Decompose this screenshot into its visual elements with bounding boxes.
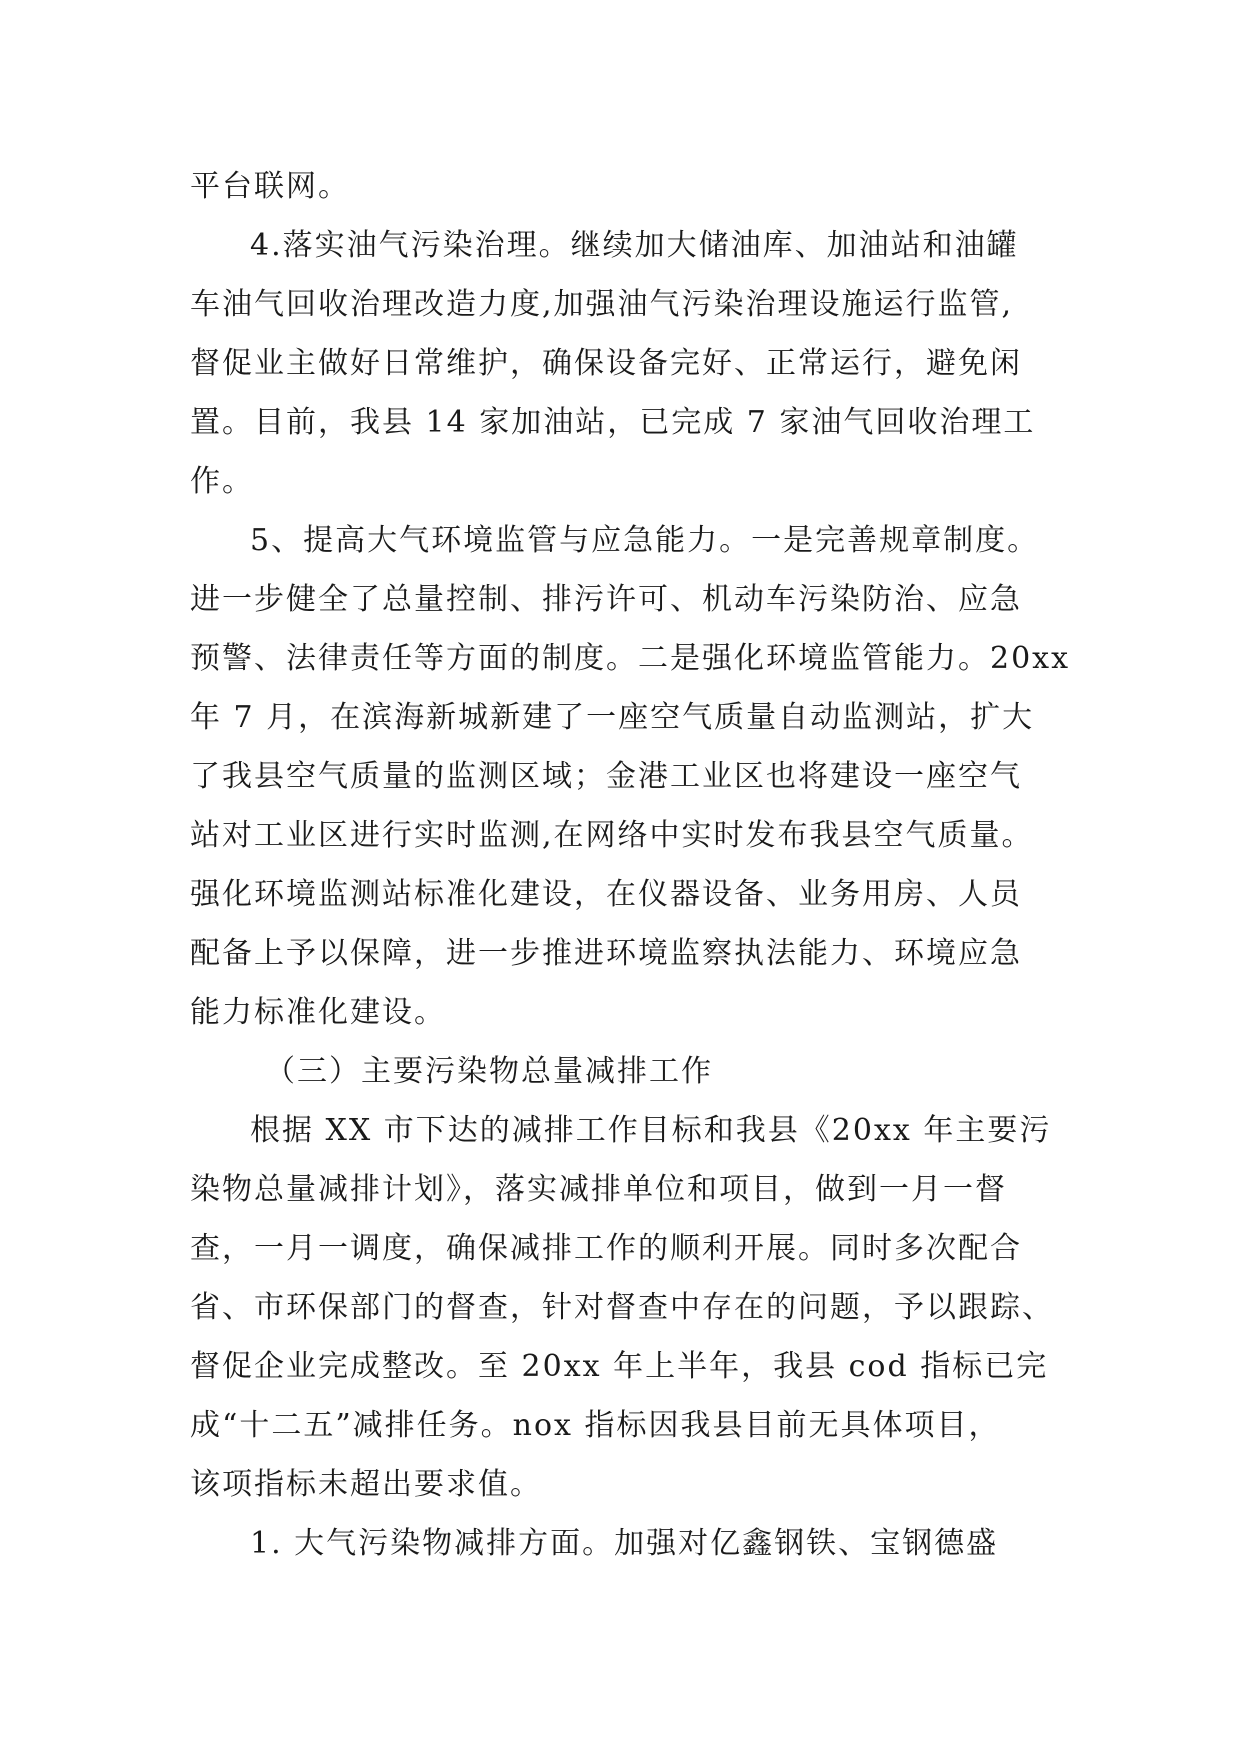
paragraph-line: 配备上予以保障，进一步推进环境监察执法能力、环境应急 (190, 936, 1022, 971)
paragraph-line: 成“十二五”减排任务。nox 指标因我县目前无具体项目， (190, 1408, 1001, 1443)
section-heading: （三）主要污染物总量减排工作 (265, 1054, 713, 1089)
paragraph-line: 作。 (190, 464, 254, 499)
paragraph-line: 能力标准化建设。 (190, 995, 446, 1030)
paragraph-line: 根据 XX 市下达的减排工作目标和我县《20xx 年主要污 (250, 1113, 1052, 1148)
paragraph-line: 督促企业完成整改。至 20xx 年上半年，我县 cod 指标已完 (190, 1349, 1049, 1384)
paragraph-line: 站对工业区进行实时监测,在网络中实时发布我县空气质量。 (190, 818, 1034, 853)
paragraph-line: 平台联网。 (190, 169, 350, 204)
paragraph-line: 预警、法律责任等方面的制度。二是强化环境监管能力。20xx (190, 641, 1071, 676)
paragraph-line: 该项指标未超出要求值。 (190, 1467, 542, 1502)
paragraph-line: 1. 大气污染物减排方面。加强对亿鑫钢铁、宝钢德盛 (250, 1526, 999, 1561)
paragraph-line: 督促业主做好日常维护，确保设备完好、正常运行，避免闲 (190, 346, 1022, 381)
paragraph-line: 置。目前，我县 14 家加油站，已完成 7 家油气回收治理工 (190, 405, 1036, 440)
paragraph-line: 5、提高大气环境监管与应急能力。一是完善规章制度。 (250, 523, 1040, 558)
paragraph-line: 查，一月一调度，确保减排工作的顺利开展。同时多次配合 (190, 1231, 1022, 1266)
paragraph-line: 4.落实油气污染治理。继续加大储油库、加油站和油罐 (250, 228, 1019, 263)
paragraph-line: 染物总量减排计划》，落实减排单位和项目，做到一月一督 (190, 1172, 1007, 1207)
paragraph-line: 进一步健全了总量控制、排污许可、机动车污染防治、应急 (190, 582, 1022, 617)
paragraph-line: 年 7 月，在滨海新城新建了一座空气质量自动监测站，扩大 (190, 700, 1035, 735)
paragraph-line: 强化环境监测站标准化建设，在仪器设备、业务用房、人员 (190, 877, 1022, 912)
paragraph-line: 省、市环保部门的督查，针对督查中存在的问题，予以跟踪、 (190, 1290, 1054, 1325)
paragraph-line: 了我县空气质量的监测区域；金港工业区也将建设一座空气 (190, 759, 1022, 794)
document-body (190, 157, 1090, 1573)
paragraph-line: 车油气回收治理改造力度,加强油气污染治理设施运行监管, (190, 287, 1014, 322)
